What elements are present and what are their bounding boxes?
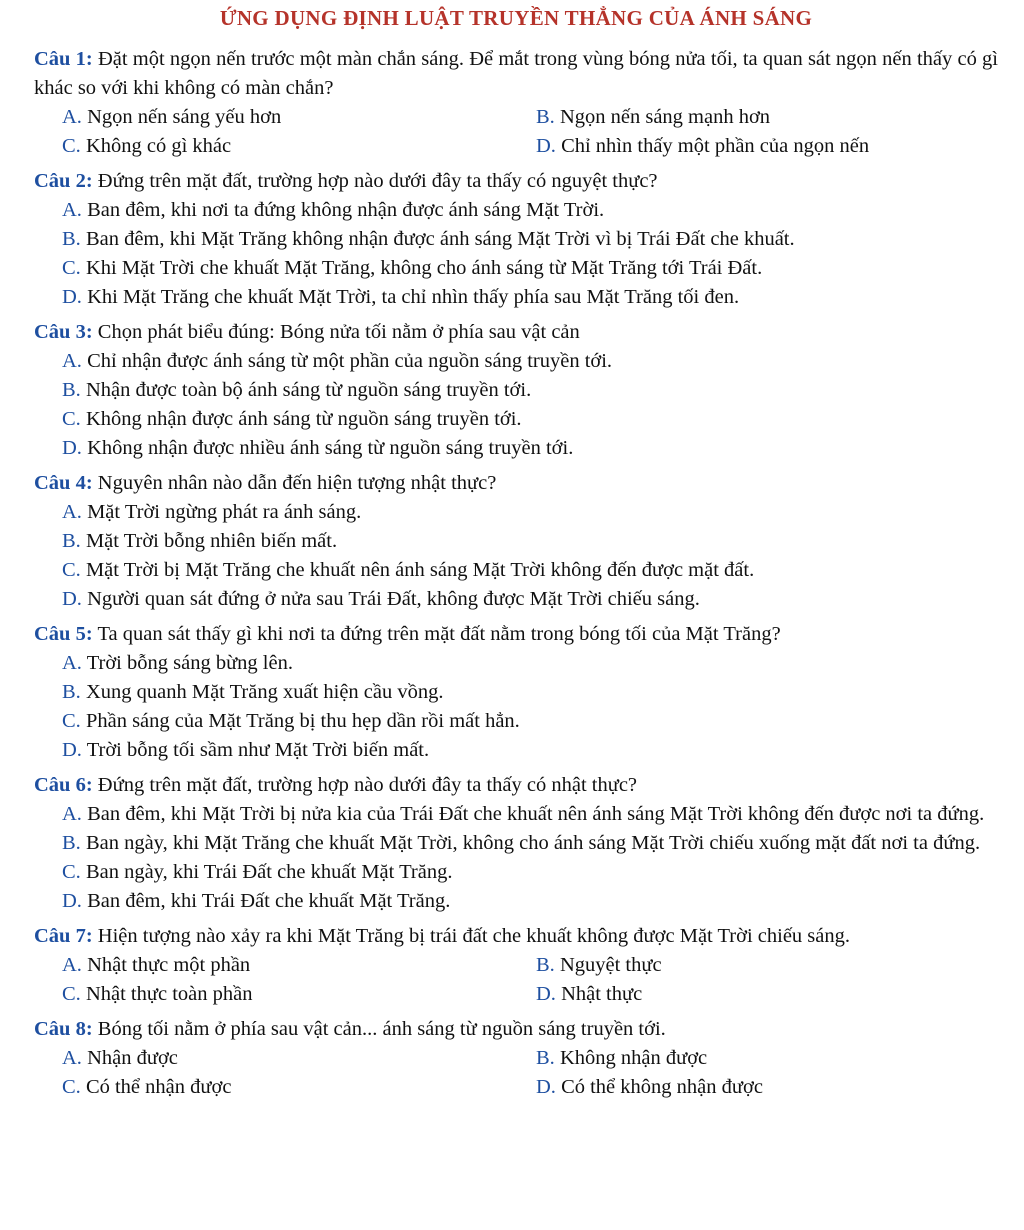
question-label: Câu 3: — [34, 321, 93, 343]
option-text: Nhật thực — [561, 983, 643, 1005]
question-text: Đứng trên mặt đất, trường hợp nào dưới đây ta thấy có nhật thực? — [97, 774, 638, 796]
option-key: D. — [62, 739, 82, 761]
option-text: Có thể nhận được — [85, 1076, 232, 1098]
question-text: Chọn phát biểu đúng: Bóng nửa tối nằm ở phía sau vật cản — [97, 321, 580, 343]
option-a[interactable] — [62, 103, 536, 132]
question-text: Bóng tối nằm ở phía sau vật cản... ánh sáng từ nguồn sáng truyền tới. — [97, 1018, 666, 1040]
option-key: B. — [536, 1047, 555, 1069]
question-3 — [34, 318, 998, 463]
option-text: Không nhận được nhiều ánh sáng từ nguồn sáng truyền tới. — [87, 437, 574, 459]
option-text: Nguyệt thực — [559, 954, 662, 976]
option-key: A. — [62, 954, 82, 976]
option-key: A. — [62, 199, 82, 221]
question-stem — [34, 469, 998, 498]
question-text: Đứng trên mặt đất, trường hợp nào dưới đây ta thấy có nguyệt thực? — [97, 170, 658, 192]
option-key: C. — [62, 559, 81, 581]
option-text: Nhật thực một phần — [87, 954, 251, 976]
question-4 — [34, 469, 998, 614]
option-text: Người quan sát đứng ở nửa sau Trái Đất, không được Mặt Trời chiếu sáng. — [87, 588, 700, 610]
options-grid — [34, 103, 998, 161]
option-text: Mặt Trời ngừng phát ra ánh sáng. — [87, 501, 362, 523]
option-key: A. — [62, 350, 82, 372]
option-b[interactable] — [34, 225, 998, 254]
option-text: Ban đêm, khi Mặt Trăng không nhận được ánh sáng Mặt Trời vì bị Trái Đất che khuất. — [85, 228, 795, 250]
option-b[interactable] — [34, 376, 998, 405]
question-text: Ta quan sát thấy gì khi nơi ta đứng trên mặt đất nằm trong bóng tối của Mặt Trăng? — [97, 623, 781, 645]
option-text: Khi Mặt Trăng che khuất Mặt Trời, ta chỉ nhìn thấy phía sau Mặt Trăng tối đen. — [87, 286, 740, 308]
question-5 — [34, 620, 998, 765]
option-key: A. — [62, 106, 82, 128]
option-text: Không có gì khác — [85, 135, 232, 157]
option-text: Xung quanh Mặt Trăng xuất hiện cầu vồng. — [85, 681, 444, 703]
option-text: Mặt Trời bỗng nhiên biến mất. — [85, 530, 338, 552]
option-text: Nhật thực toàn phần — [85, 983, 253, 1005]
option-a[interactable] — [34, 649, 998, 678]
options-grid — [34, 951, 998, 1009]
option-key: C. — [62, 408, 81, 430]
option-d[interactable] — [536, 980, 998, 1009]
option-text: Không nhận được ánh sáng từ nguồn sáng truyền tới. — [85, 408, 522, 430]
option-a[interactable] — [34, 196, 998, 225]
question-6 — [34, 771, 998, 916]
option-text: Có thể không nhận được — [561, 1076, 763, 1098]
option-text: Chỉ nhận được ánh sáng từ một phần của nguồn sáng truyền tới. — [87, 350, 613, 372]
option-key: D. — [62, 286, 82, 308]
option-key: C. — [62, 1076, 81, 1098]
option-key: A. — [62, 803, 82, 825]
worksheet-title: ỨNG DỤNG ĐỊNH LUẬT TRUYỀN THẲNG CỦA ÁNH SÁNG — [219, 6, 813, 30]
option-key: B. — [62, 530, 81, 552]
option-text: Nhận được toàn bộ ánh sáng từ nguồn sáng truyền tới. — [85, 379, 532, 401]
question-1 — [34, 45, 998, 161]
option-text: Ngọn nến sáng yếu hơn — [87, 106, 282, 128]
option-c[interactable] — [62, 980, 536, 1009]
option-text: Ban đêm, khi nơi ta đứng không nhận được ánh sáng Mặt Trời. — [87, 199, 605, 221]
option-text: Ban ngày, khi Mặt Trăng che khuất Mặt Trời, không cho ánh sáng Mặt Trời chiếu xuống mặt đất nơi ta đứng. — [85, 832, 981, 854]
option-d[interactable] — [34, 736, 998, 765]
option-c[interactable] — [34, 556, 998, 585]
option-c[interactable] — [34, 707, 998, 736]
question-stem — [34, 922, 998, 951]
question-2 — [34, 167, 998, 312]
option-key: B. — [62, 681, 81, 703]
option-key: D. — [62, 437, 82, 459]
option-b[interactable] — [34, 829, 998, 858]
question-8 — [34, 1015, 998, 1102]
question-text: Đặt một ngọn nến trước một màn chắn sáng. Để mắt trong vùng bóng nửa tối, ta quan sát ngọn nến thấy có gì khác so với khi không có màn chắn? — [34, 48, 998, 99]
option-a[interactable] — [34, 800, 998, 829]
question-7 — [34, 922, 998, 1009]
option-key: B. — [62, 379, 81, 401]
option-key: C. — [62, 710, 81, 732]
option-text: Chỉ nhìn thấy một phần của ngọn nến — [561, 135, 870, 157]
option-key: D. — [536, 983, 556, 1005]
question-label: Câu 2: — [34, 170, 93, 192]
option-key: B. — [536, 106, 555, 128]
option-b[interactable] — [34, 527, 998, 556]
question-stem — [34, 318, 998, 347]
option-d[interactable] — [34, 585, 998, 614]
option-text: Trời bỗng sáng bừng lên. — [86, 652, 293, 674]
question-stem — [34, 620, 998, 649]
question-label: Câu 5: — [34, 623, 93, 645]
option-b[interactable] — [536, 1044, 998, 1073]
option-text: Mặt Trời bị Mặt Trăng che khuất nên ánh sáng Mặt Trời không đến được mặt đất. — [85, 559, 755, 581]
option-key: D. — [536, 1076, 556, 1098]
option-c[interactable] — [62, 132, 536, 161]
option-a[interactable] — [34, 347, 998, 376]
option-b[interactable] — [536, 103, 998, 132]
option-text: Ngọn nến sáng mạnh hơn — [559, 106, 771, 128]
option-key: A. — [62, 1047, 82, 1069]
option-key: B. — [536, 954, 555, 976]
question-stem — [34, 45, 998, 103]
option-d[interactable] — [536, 1073, 998, 1102]
option-key: A. — [62, 501, 82, 523]
question-label: Câu 1: — [34, 48, 93, 70]
question-stem — [34, 167, 998, 196]
option-key: C. — [62, 983, 81, 1005]
option-b[interactable] — [536, 951, 998, 980]
question-label: Câu 4: — [34, 472, 93, 494]
option-text: Phần sáng của Mặt Trăng bị thu hẹp dần rồi mất hẳn. — [85, 710, 520, 732]
option-text: Trời bỗng tối sầm như Mặt Trời biến mất. — [86, 739, 430, 761]
option-key: C. — [62, 135, 81, 157]
question-label: Câu 8: — [34, 1018, 93, 1040]
option-key: A. — [62, 652, 82, 674]
option-a[interactable] — [62, 951, 536, 980]
option-text: Nhận được — [87, 1047, 178, 1069]
option-key: B. — [62, 228, 81, 250]
options-grid — [34, 1044, 998, 1102]
option-text: Không nhận được — [559, 1047, 708, 1069]
option-a[interactable] — [34, 498, 998, 527]
option-d[interactable] — [34, 434, 998, 463]
option-c[interactable] — [62, 1073, 536, 1102]
question-stem — [34, 771, 998, 800]
question-stem — [34, 1015, 998, 1044]
option-c[interactable] — [34, 254, 998, 283]
option-b[interactable] — [34, 678, 998, 707]
option-key: B. — [62, 832, 81, 854]
option-key: C. — [62, 257, 81, 279]
option-a[interactable] — [62, 1044, 536, 1073]
option-key: D. — [62, 890, 82, 912]
question-label: Câu 7: — [34, 925, 93, 947]
option-text: Ban ngày, khi Trái Đất che khuất Mặt Trăng. — [85, 861, 453, 883]
option-text: Khi Mặt Trời che khuất Mặt Trăng, không cho ánh sáng từ Mặt Trăng tới Trái Đất. — [85, 257, 763, 279]
question-text: Hiện tượng nào xảy ra khi Mặt Trăng bị trái đất che khuất không được Mặt Trời chiếu sáng. — [97, 925, 851, 947]
option-key: C. — [62, 861, 81, 883]
question-text: Nguyên nhân nào dẫn đến hiện tượng nhật thực? — [97, 472, 497, 494]
option-text: Ban đêm, khi Mặt Trời bị nửa kia của Trái Đất che khuất nên ánh sáng Mặt Trời không đến được nơi ta đứng. — [87, 803, 985, 825]
option-d[interactable] — [34, 887, 998, 916]
option-key: D. — [536, 135, 556, 157]
option-d[interactable] — [34, 283, 998, 312]
option-c[interactable] — [34, 405, 998, 434]
option-d[interactable] — [536, 132, 998, 161]
option-c[interactable] — [34, 858, 998, 887]
question-label: Câu 6: — [34, 774, 93, 796]
option-key: D. — [62, 588, 82, 610]
option-text: Ban đêm, khi Trái Đất che khuất Mặt Trăng. — [87, 890, 451, 912]
